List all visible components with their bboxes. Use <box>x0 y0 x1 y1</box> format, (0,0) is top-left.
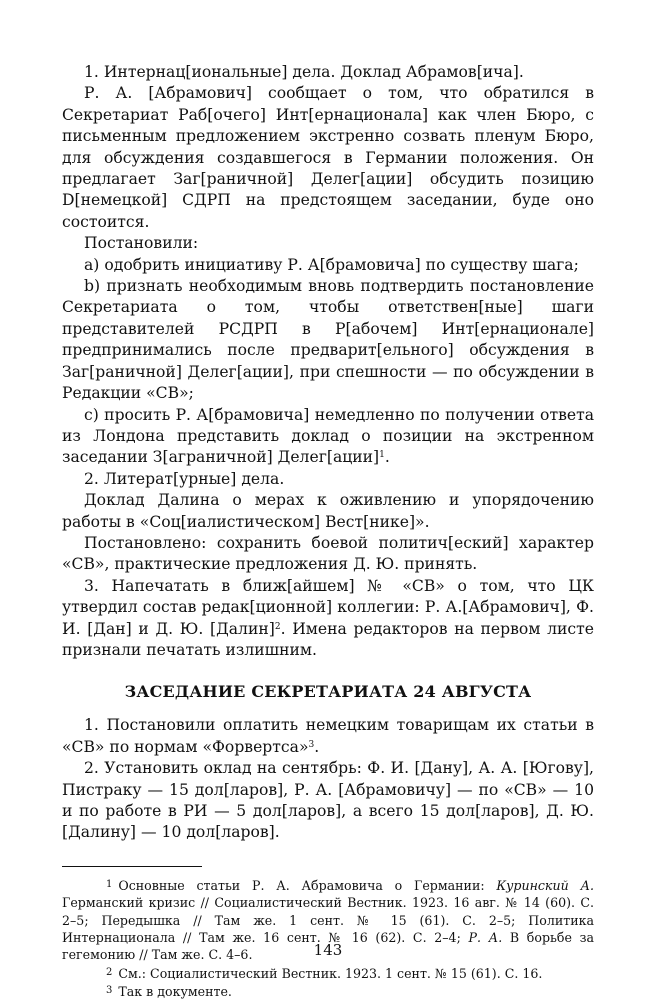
footnote-author: Куринский А. <box>496 877 594 893</box>
footnote-text: Так в документе. <box>118 984 232 1000</box>
paragraph-text: . <box>384 448 390 467</box>
paragraph: 1. Интернац[иональные] дела. Доклад Абрамов[ича]. <box>84 63 524 81</box>
footnote <box>62 964 594 982</box>
paragraph: Постановили: <box>84 234 199 253</box>
footnotes <box>62 876 594 1001</box>
paragraph: Доклад Далина о мерах к оживлению и упорядочению работы в «Соц[иалистическом] Вест[нике]». <box>62 491 594 531</box>
footnote-ref[interactable]: 1 <box>379 450 385 461</box>
main-text <box>62 62 594 844</box>
paragraph: 2. Установить оклад на сентябрь: Ф. И. [Дану], А. А. [Югову], Пистраку — 15 дол[ларов], Р. А. [Абрамовичу] — по «СВ» — 10 и по работе в РИ — 5 дол[ларов], а всего 15 дол[ларов], Д. Ю. [Далину] — 10 дол[ларов]. <box>62 759 594 842</box>
footnote-divider <box>62 866 202 867</box>
footnote-text: В борьбе за гегемонию // Там же. С. 4–6. <box>62 930 594 963</box>
footnote-text: См.: Социалистический Вестник. 1923. 1 сент. № 15 (61). С. 16. <box>118 965 543 981</box>
paragraph: а) одобрить инициативу Р. А[брамовича] по существу шага; <box>84 255 579 274</box>
footnote-text: Германский кризис // Социалистический Вестник. 1923. 16 авг. № 14 (60). С. 2–5; Передышка // Там же. 1 сент. № 15 (61). С. 2–5; Политика Интернационала // Там же. 16 сент. № 16 (62). С. 2–4; <box>62 895 594 946</box>
paragraph: Постановлено: сохранить боевой политич[еский] характер «СВ», практические предложения Д. Ю. принять. <box>62 533 594 574</box>
section-heading: ЗАСЕДАНИЕ СЕКРЕТАРИАТА 24 АВГУСТА <box>124 682 532 702</box>
paragraph <box>62 405 594 469</box>
paragraph-text: . <box>314 737 320 756</box>
paragraph: b) признать необходимым вновь подтвердить постановление Секретариата о том, чтобы ответствен[ные] шаги представителей РСДРП в Р[абочем] Инт[ернационале] предпринимались после предварит[ельного] обсуждения в Заг[раничной] Делег[ации], при спешности — по обсуждении в Редакции «СВ»; <box>62 277 594 403</box>
paragraph-text: с) просить Р. А[брамовича] немедленно по получении ответа из Лондона представить доклад о позиции на экстренном заседании З[аграничной] Делег[ации] <box>62 405 594 467</box>
footnote-author: Р. А. <box>468 930 503 946</box>
paragraph-text: 1. Постановили оплатить немецким товарищам их статьи в «СВ» по нормам «Форвертса» <box>62 716 594 756</box>
page-content <box>62 62 594 1001</box>
footnote-ref[interactable]: 3 <box>308 739 315 750</box>
footnote-ref[interactable]: 2 <box>274 621 281 632</box>
footnote-text: Основные статьи Р. А. Абрамовича о Германии: <box>118 877 497 893</box>
paragraph <box>62 576 594 662</box>
paragraph-text: 3. Напечатать в ближ[айшем] № «СВ» о том, что ЦК утвердил состав редак[ционной] коллегии: Р. А.[Абрамович], Ф. И. [Дан] и Д. Ю. [Далин] <box>62 576 594 638</box>
paragraph <box>62 715 594 758</box>
footnote-number: 1 <box>106 878 113 890</box>
paragraph-text: . Имена редакторов на первом листе признали печатать излишним. <box>62 619 594 659</box>
paragraph: Р. А. [Абрамович] сообщает о том, что обратился в Секретариат Раб[очего] Инт[ернационала] как член Бюро, с письменным предложением экстренно созвать пленум Бюро, для обсуждения создавшегося в Германии положения. Он предлагает Заг[раничной] Делег[ации] обсудить позицию D[немецкой] СДРП на предстоящем заседании, буде оно состоится. <box>62 84 594 231</box>
page-number: 143 <box>313 941 343 959</box>
paragraph: 2. Литерат[урные] дела. <box>84 469 285 488</box>
footnote-number: 3 <box>106 985 113 997</box>
footnote-number: 2 <box>106 966 113 978</box>
footnote <box>62 982 594 1000</box>
